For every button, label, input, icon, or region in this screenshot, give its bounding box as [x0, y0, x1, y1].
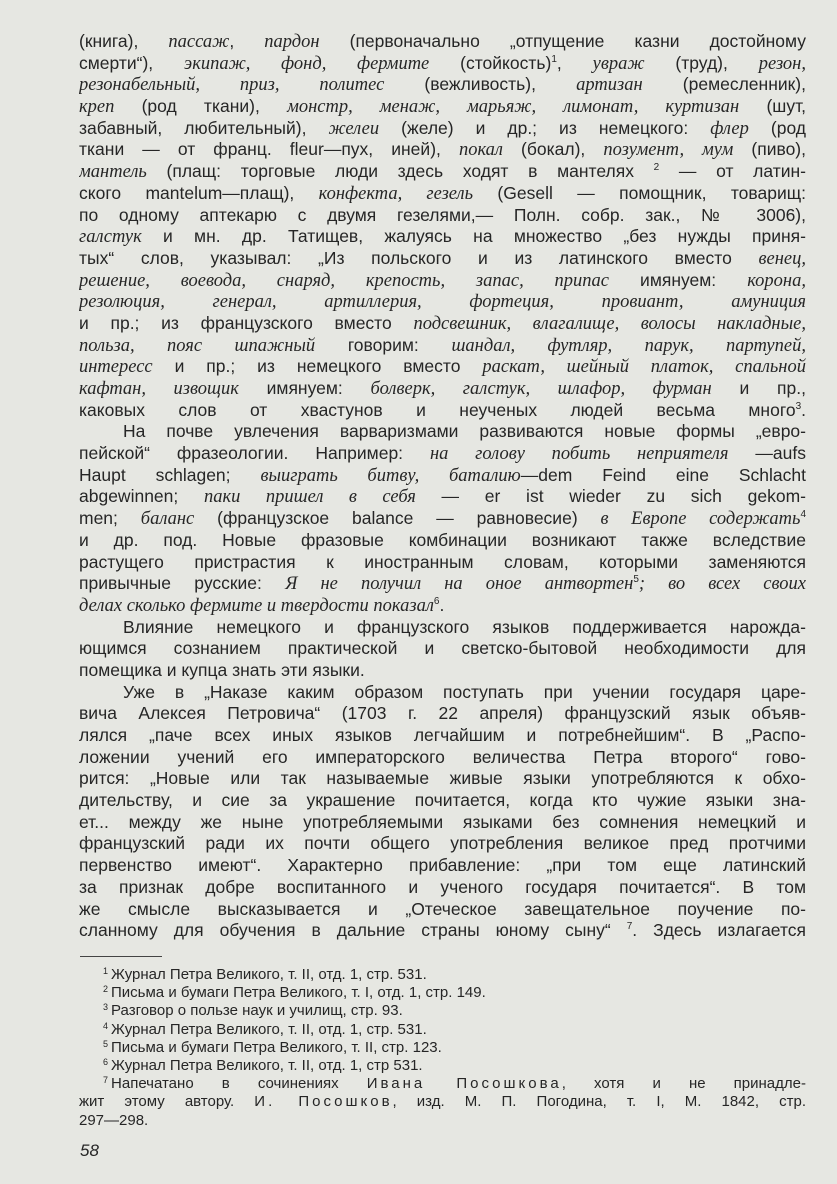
text-line — [79, 443, 806, 465]
italic-term: конфекта, гезель — [318, 183, 474, 204]
footnote-line — [79, 966, 806, 984]
text-line — [79, 660, 806, 682]
text-line — [79, 682, 806, 704]
text-run: ского mantelum—плащ), — [79, 182, 319, 203]
text-line — [79, 833, 806, 855]
italic-term: венец, — [758, 248, 806, 269]
text-run: имянуем: — [608, 269, 748, 290]
text-line — [79, 421, 806, 443]
text-run: , — [556, 52, 593, 73]
footnote-ref: 2 — [103, 984, 109, 995]
text-line — [79, 139, 806, 161]
text-line — [79, 725, 806, 747]
text-run: . — [439, 594, 445, 615]
italic-term: в Европе содержать — [600, 509, 801, 530]
text-run: 297—298. — [79, 1111, 149, 1129]
italic-term: Я не получил на оное антвортен — [285, 574, 634, 595]
italic-term: выиграть битву, баталию — [260, 465, 521, 486]
footnote-ref: 5 — [633, 574, 639, 586]
text-run: лялся „паче всех иных языков легчайшим и потребнейшим“. В „Распо- — [79, 725, 806, 745]
footnote-line — [79, 1075, 806, 1093]
text-line — [79, 74, 806, 96]
text-line — [79, 205, 806, 227]
text-run: за признак добре воспитанного и ученого государя почитается“. В том — [79, 876, 806, 897]
text-run: ткани — от франц. fleur—пух, иней), — [79, 139, 459, 160]
text-run: Haupt schlagen; — [79, 464, 261, 485]
text-run: (шут, — [739, 96, 806, 117]
text-run: забавный, любительный), — [79, 117, 329, 138]
text-line — [79, 638, 806, 660]
text-line — [79, 595, 806, 617]
italic-term: желеи — [328, 118, 380, 139]
text-run: Влияние немецкого и французского языков поддерживается нарожда- — [123, 616, 806, 637]
italic-term: резон, — [758, 53, 806, 74]
text-run: — от латин- — [659, 161, 806, 182]
italic-term: баланс — [140, 509, 195, 530]
italic-term: экипаж, фонд, фермите — [184, 53, 430, 74]
text-run: (ремесленник), — [642, 74, 806, 95]
text-run: (род ткани), — [114, 96, 288, 117]
text-run: , — [229, 31, 265, 51]
text-line — [79, 617, 806, 639]
text-run: каковых слов от хвастунов и неученых людей весьма много — [79, 399, 796, 420]
text-run: Ивана Посошкова — [366, 1075, 562, 1093]
text-run: На почве увлечения варваризмами развиваются новые формы „евро- — [123, 421, 806, 442]
text-run: сланному для обучения в дальние страны юному сыну“ — [79, 920, 627, 941]
text-run: . — [801, 399, 806, 420]
text-run: рится: „Новые или так называемые живые языки употребляются к обхо- — [79, 768, 806, 789]
text-line — [79, 248, 806, 270]
text-line — [79, 226, 806, 248]
italic-term: галстук — [79, 227, 142, 248]
text-run: Журнал Петра Великого, т. II, отд. 1, стр. 531. — [111, 966, 427, 983]
text-run: —aufs — [728, 443, 806, 464]
text-run: первенство имеют“. Характерно прибавление: „при том еще латинский — [79, 855, 806, 876]
text-line — [79, 552, 806, 574]
footnote-ref: 7 — [626, 921, 633, 933]
text-run: Письма и бумаги Петра Великого, т. II, стр. 123. — [111, 1038, 442, 1056]
text-line — [79, 161, 806, 183]
italic-term: делах сколько фермите и твердости показал — [79, 595, 434, 616]
italic-term: шандал, футляр, парук, партупей, — [451, 335, 806, 356]
italic-term: резолюция, генерал, артиллерия, фортеция, провиант, амуниция — [79, 292, 806, 313]
text-run: пейской“ фразеологии. Например: — [79, 443, 430, 464]
text-line — [79, 790, 806, 812]
text-line — [79, 508, 806, 530]
footnote-ref: 2 — [653, 162, 660, 174]
italic-term: флер — [710, 118, 749, 139]
footnote-line — [79, 1093, 806, 1111]
text-run: и пр.; из немецкого вместо — [152, 356, 483, 377]
text-line — [79, 812, 806, 834]
text-run: вича Алексея Петровича“ (1703 г. 22 апреля) французский язык объяв- — [79, 703, 806, 724]
text-line — [79, 356, 806, 378]
text-run: . Здесь излагается — [632, 920, 806, 941]
text-line — [79, 920, 806, 942]
italic-term: на голову побить неприятеля — [430, 444, 729, 465]
text-line — [79, 703, 806, 725]
text-line — [79, 31, 806, 53]
text-run: (пиво), — [733, 139, 806, 160]
italic-term: пассаж — [168, 32, 230, 52]
italic-term: увраж — [592, 53, 645, 74]
text-run: —dem Feind eine Schlacht — [520, 464, 806, 485]
italic-term: польза, пояс шпажный — [79, 335, 316, 356]
footnote-ref: 4 — [103, 1020, 109, 1031]
text-run: abgewinnen; — [79, 486, 204, 507]
text-run: И. Посошков — [254, 1093, 393, 1111]
footnote-ref: 5 — [103, 1038, 109, 1049]
text-line — [79, 291, 806, 313]
footnote-ref: 3 — [795, 400, 802, 412]
text-line — [79, 768, 806, 790]
footnote-line — [79, 1021, 806, 1039]
italic-term: раскат, шейный платок, спальной — [482, 357, 806, 378]
text-run: Журнал Петра Великого, т. II, отд. 1, стр. 531. — [111, 1020, 427, 1038]
text-run: говорим: — [315, 334, 452, 355]
text-run: и пр.; из французского вместо — [79, 312, 414, 333]
footnote-ref: 3 — [103, 1002, 109, 1013]
text-run: французский ради их почти общего употребления великое пред протчими — [79, 833, 806, 854]
footnote-ref: 7 — [103, 1075, 109, 1086]
text-line — [79, 183, 806, 205]
text-line — [79, 400, 806, 422]
text-run: Уже в „Наказе каким образом поступать при учении государя царе- — [123, 681, 806, 702]
text-run: Разговор о пользе наук и училищ, стр. 93. — [111, 1002, 403, 1020]
text-run: men; — [79, 508, 141, 529]
text-run: помещика и купца знать эти языки. — [79, 659, 365, 680]
text-line — [79, 573, 806, 595]
text-run: же смысле высказывается и „Отеческое завещательное поучение по- — [79, 898, 806, 919]
text-run: (плащ: торговые люди здесь ходят в мантелях — [146, 161, 654, 182]
footnote-ref: 6 — [433, 595, 440, 607]
text-run: имянуем: — [238, 378, 371, 398]
text-line — [79, 855, 806, 877]
text-run: ет... между же ныне употребляемыми языками без сомнения немецкий и — [79, 811, 806, 832]
text-line — [79, 53, 806, 75]
italic-term: монстр, менаж, марьяж, лимонат, куртизан — [287, 97, 740, 118]
text-line — [79, 465, 806, 487]
italic-term: креп — [79, 97, 115, 118]
text-run: Напечатано в сочинениях — [111, 1075, 367, 1093]
text-run: привычные русские: — [79, 573, 286, 594]
italic-term: болверк, галстук, шлафор, фурман — [370, 379, 712, 399]
text-run: , изд. М. П. Погодина, т. I, М. 1842, стр. — [392, 1093, 806, 1111]
text-line — [79, 96, 806, 118]
italic-term: покал — [458, 140, 503, 161]
text-run: и мн. др. Татищев, жалуясь на множество „без нужды приня- — [141, 226, 806, 247]
footnote-ref: 6 — [103, 1056, 109, 1067]
footnote-line — [79, 1112, 806, 1130]
text-line — [79, 899, 806, 921]
text-run: (труд), — [644, 52, 759, 73]
text-line — [79, 486, 806, 508]
text-run: (Gesell — помощник, товарищ: — [473, 182, 806, 203]
text-run: (род — [748, 117, 806, 138]
text-run: и др. под. Новые фразовые комбинации возникают также вследствие — [79, 529, 806, 550]
text-line — [79, 118, 806, 140]
text-run: растущего пристрастия к иностранным словам, которыми заменяются — [79, 551, 806, 572]
text-run: — er ist wieder zu sich gekom- — [415, 486, 806, 507]
italic-term: корона, — [747, 270, 806, 291]
text-run: (стойкость) — [429, 52, 552, 73]
italic-term: интересс — [79, 357, 153, 378]
text-run: Письма и бумаги Петра Великого, т. I, отд. 1, стр. 149. — [111, 984, 486, 1002]
text-run: жит этому автору. — [79, 1093, 255, 1111]
text-run: ющимся сознанием практической и светско-бытовой необходимости для — [79, 638, 806, 659]
text-run: (желе) и др.; из немецкого: — [379, 117, 711, 138]
footnote-line — [79, 1057, 806, 1075]
footnote-divider — [80, 956, 162, 957]
footnote-line — [79, 984, 806, 1002]
italic-term: паки пришел в себя — [203, 487, 416, 508]
footnote-ref: 1 — [103, 966, 109, 976]
italic-term: резонабельный, приз, политес — [79, 75, 385, 96]
text-run: по одному аптекарю с двумя гезелями,— Полн. собр. зак., № 3006), — [79, 204, 806, 225]
footnote-line — [79, 1002, 806, 1020]
text-run: Журнал Петра Великого, т. II, отд. 1, стр 531. — [111, 1056, 423, 1074]
text-run: (бокал), — [502, 139, 604, 160]
footnote-ref: 1 — [551, 53, 557, 65]
italic-term: кафтан, извощик — [79, 379, 239, 399]
text-run: (вежливость), — [384, 74, 577, 95]
text-line — [79, 378, 806, 400]
text-line — [79, 270, 806, 292]
text-line — [79, 530, 806, 552]
text-line — [79, 877, 806, 899]
text-run: смерти“), — [79, 52, 185, 73]
footnotes — [79, 966, 806, 1130]
text-run: (французское balance — равновесие) — [194, 508, 601, 529]
text-run: ложении учений его императорского величества Петра второго“ гово- — [79, 746, 806, 767]
text-run: и пр., — [711, 378, 806, 398]
italic-term: позумент, мум — [603, 140, 734, 161]
footnote-line — [79, 1039, 806, 1057]
page-number: 58 — [80, 1141, 99, 1160]
text-line — [79, 747, 806, 769]
text-run: (первоначально „отпущение казни достойному — [319, 31, 806, 51]
italic-term: артизан — [576, 75, 643, 96]
main-text — [79, 31, 806, 942]
text-line — [79, 335, 806, 357]
footnote-ref: 4 — [800, 509, 806, 521]
italic-term: ; во всех своих — [638, 574, 806, 595]
text-run: , хотя и не принадле- — [561, 1075, 806, 1093]
italic-term: мантель — [79, 162, 147, 183]
text-run: дительству, и сие за украшение почитается, когда кто чужие языки зна- — [79, 790, 806, 811]
text-run: (книга), — [79, 31, 169, 51]
text-line — [79, 313, 806, 335]
italic-term: решение, воевода, снаряд, крепость, запас, припас — [79, 270, 609, 291]
italic-term: пардон — [264, 32, 320, 52]
text-run: тых“ слов, указывал: „Из польского и из латинского вместо — [79, 247, 759, 268]
italic-term: подсвешник, влагалище, волосы накладные, — [413, 313, 806, 334]
